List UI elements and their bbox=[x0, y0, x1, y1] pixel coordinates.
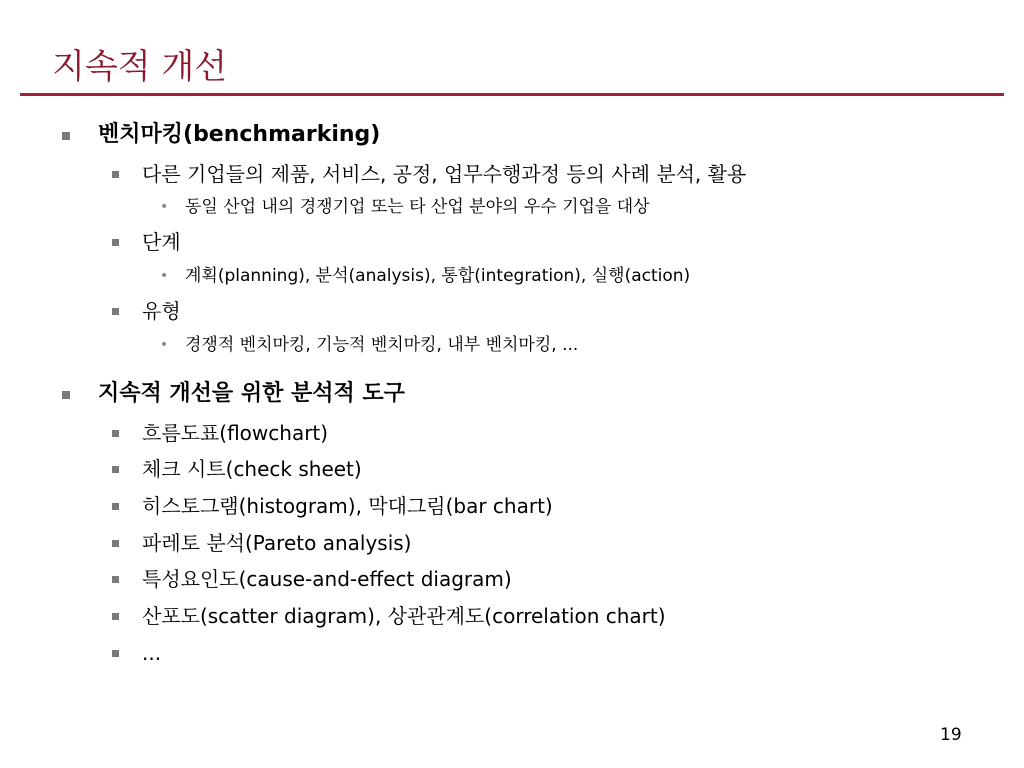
square-bullet-icon bbox=[112, 576, 119, 583]
list-item-text: 다른 기업들의 제품, 서비스, 공정, 업무수행과정 등의 사례 분석, 활용 bbox=[142, 162, 747, 186]
square-bullet-icon bbox=[112, 466, 119, 473]
list-item-text: 단계 bbox=[142, 230, 181, 254]
list-item-text: 체크 시트(check sheet) bbox=[142, 457, 362, 481]
page-number: 19 bbox=[940, 725, 962, 745]
sub-list-item-text: 경쟁적 벤치마킹, 기능적 벤치마킹, 내부 벤치마킹, ... bbox=[185, 335, 579, 355]
dot-bullet-icon: • bbox=[160, 199, 169, 215]
square-bullet-icon bbox=[112, 171, 119, 178]
section-heading-text: 지속적 개선을 위한 분석적 도구 bbox=[98, 381, 405, 406]
list-item-text: 히스토그램(histogram), 막대그림(bar chart) bbox=[142, 494, 553, 518]
section-heading-text: 벤치마킹(benchmarking) bbox=[98, 122, 381, 147]
slide-title: 지속적 개선 bbox=[52, 47, 228, 87]
list-item-text: 특성요인도(cause-and-effect diagram) bbox=[142, 567, 512, 591]
list-item-text: ... bbox=[142, 641, 162, 665]
square-bullet-icon bbox=[62, 132, 70, 140]
list-item-text: 유형 bbox=[142, 299, 181, 323]
list-item-text: 흐름도표(flowchart) bbox=[142, 421, 329, 445]
square-bullet-icon bbox=[112, 430, 119, 437]
title-divider bbox=[20, 93, 1004, 96]
square-bullet-icon bbox=[112, 650, 119, 657]
square-bullet-icon bbox=[112, 613, 119, 620]
sub-list-item-text: 계획(planning), 분석(analysis), 통합(integration), 실행(action) bbox=[185, 266, 691, 286]
square-bullet-icon bbox=[62, 391, 70, 399]
sub-list-item-text: 동일 산업 내의 경쟁기업 또는 타 산업 분야의 우수 기업을 대상 bbox=[185, 197, 650, 217]
square-bullet-icon bbox=[112, 308, 119, 315]
dot-bullet-icon: • bbox=[160, 268, 169, 284]
dot-bullet-icon: • bbox=[160, 337, 169, 353]
list-item-text: 파레토 분석(Pareto analysis) bbox=[142, 531, 412, 555]
list-item-text: 산포도(scatter diagram), 상관관계도(correlation chart) bbox=[142, 604, 666, 628]
square-bullet-icon bbox=[112, 503, 119, 510]
square-bullet-icon bbox=[112, 239, 119, 246]
square-bullet-icon bbox=[112, 540, 119, 547]
